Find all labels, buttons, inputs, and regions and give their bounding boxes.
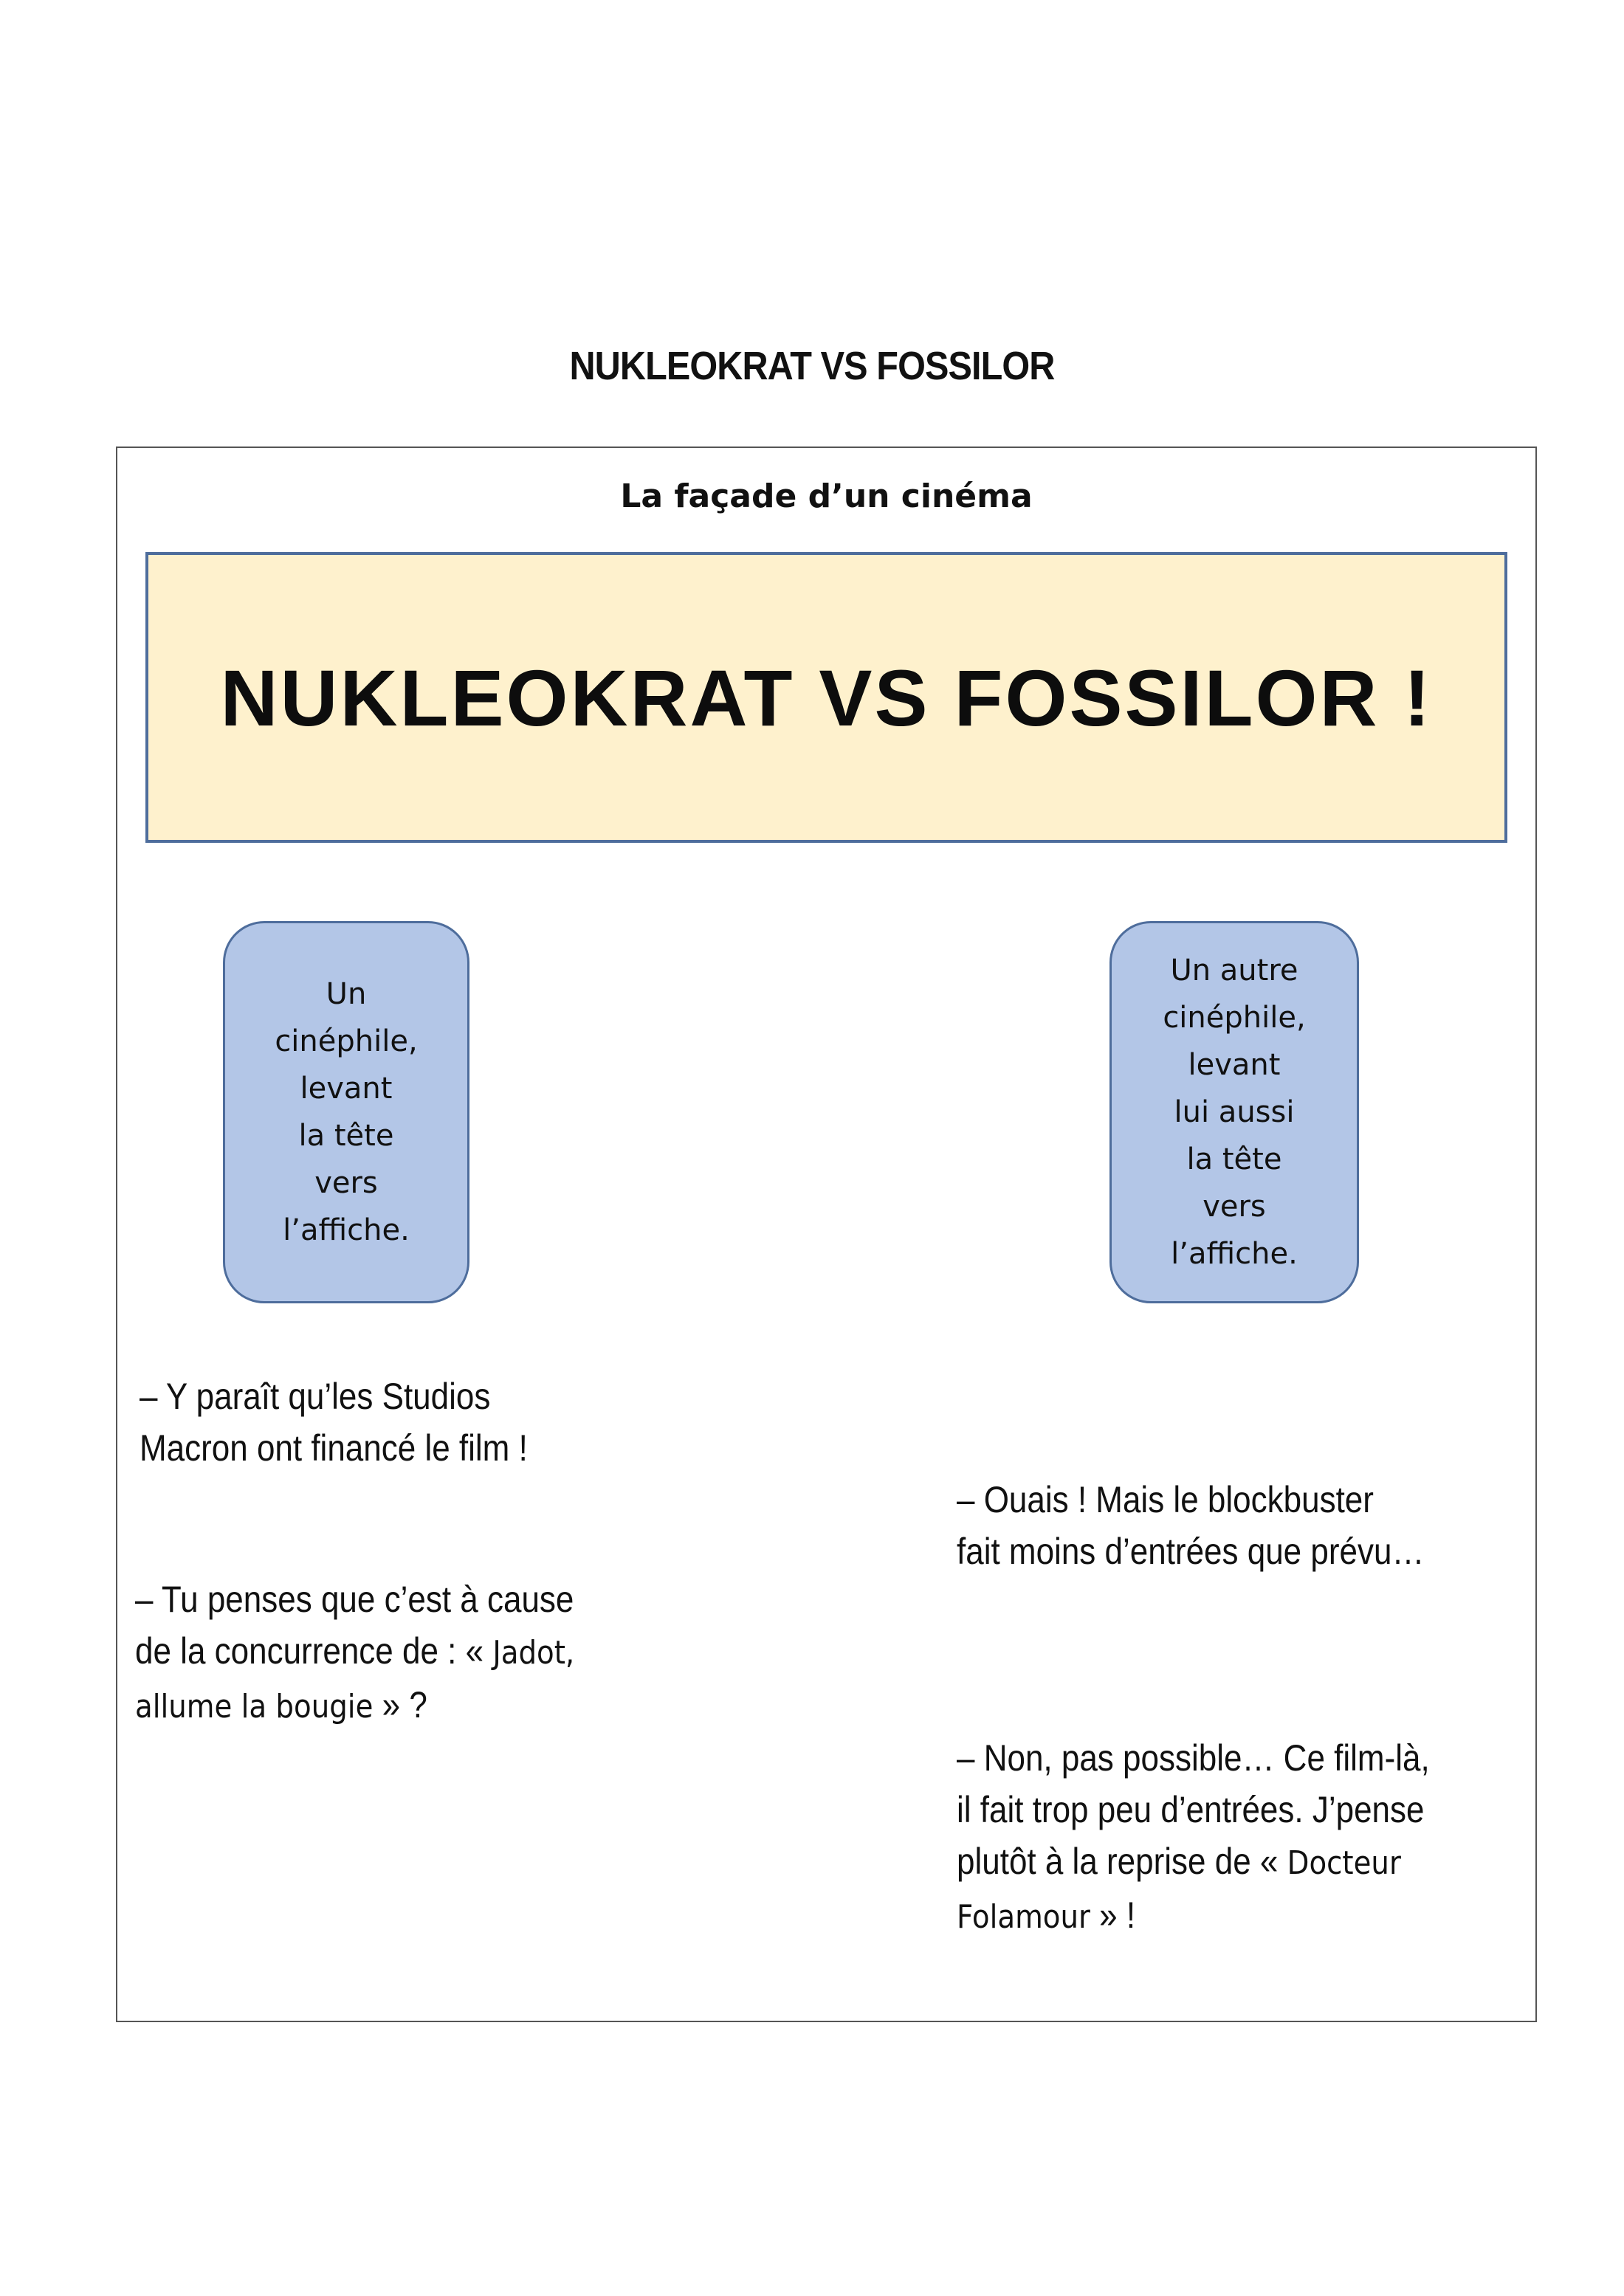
dialogue-4-d-suffix: » ! (1099, 1895, 1136, 1936)
dialogue-4-a: – Non, pas possible… Ce film-là, (957, 1737, 1430, 1779)
dialogue-line-3 (135, 1573, 634, 1733)
dialogue-3-c-title: allume la bougie (135, 1688, 374, 1726)
character-box-left (223, 921, 469, 1303)
dialogue-1-a: – Y paraît qu’les Studios (140, 1376, 491, 1417)
marquee-title: NUKLEOKRAT VS FOSSILOR ! (220, 652, 1433, 742)
character-box-right (1109, 921, 1359, 1303)
dialogue-3-b-prefix: de la concurrence de : « (135, 1630, 484, 1672)
character-right-description: Un autre cinéphile, levant lui aussi la tête vers l’affiche. (1163, 954, 1306, 1271)
dialogue-4-c-prefix: plutôt à la reprise de « (957, 1841, 1279, 1882)
dialogue-line-4 (957, 1732, 1494, 1943)
dialogue-3-c-suffix: » ? (382, 1684, 427, 1726)
scene-caption: La façade d’un cinéma (620, 478, 1033, 515)
cinema-marquee (145, 552, 1507, 843)
scene-frame (116, 447, 1537, 2022)
dialogue-3-a: – Tu penses que c’est à cause (135, 1579, 574, 1620)
dialogue-line-2 (957, 1474, 1488, 1577)
dialogue-line-1 (140, 1371, 581, 1474)
dialogue-3-b-title: Jadot, (492, 1634, 575, 1672)
character-left-description: Un cinéphile, levant la tête vers l’affiche. (275, 977, 418, 1247)
page-title: NUKLEOKRAT VS FOSSILOR (569, 344, 1055, 388)
dialogue-2-a: – Ouais ! Mais le blockbuster (957, 1479, 1374, 1520)
dialogue-4-b: il fait trop peu d’entrées. J’pense (957, 1789, 1425, 1830)
dialogue-4-d-title: Folamour (957, 1898, 1090, 1936)
dialogue-4-c-title: Docteur (1287, 1844, 1401, 1882)
dialogue-1-b: Macron ont financé le film ! (140, 1427, 528, 1469)
dialogue-2-b: fait moins d’entrées que prévu… (957, 1531, 1425, 1572)
